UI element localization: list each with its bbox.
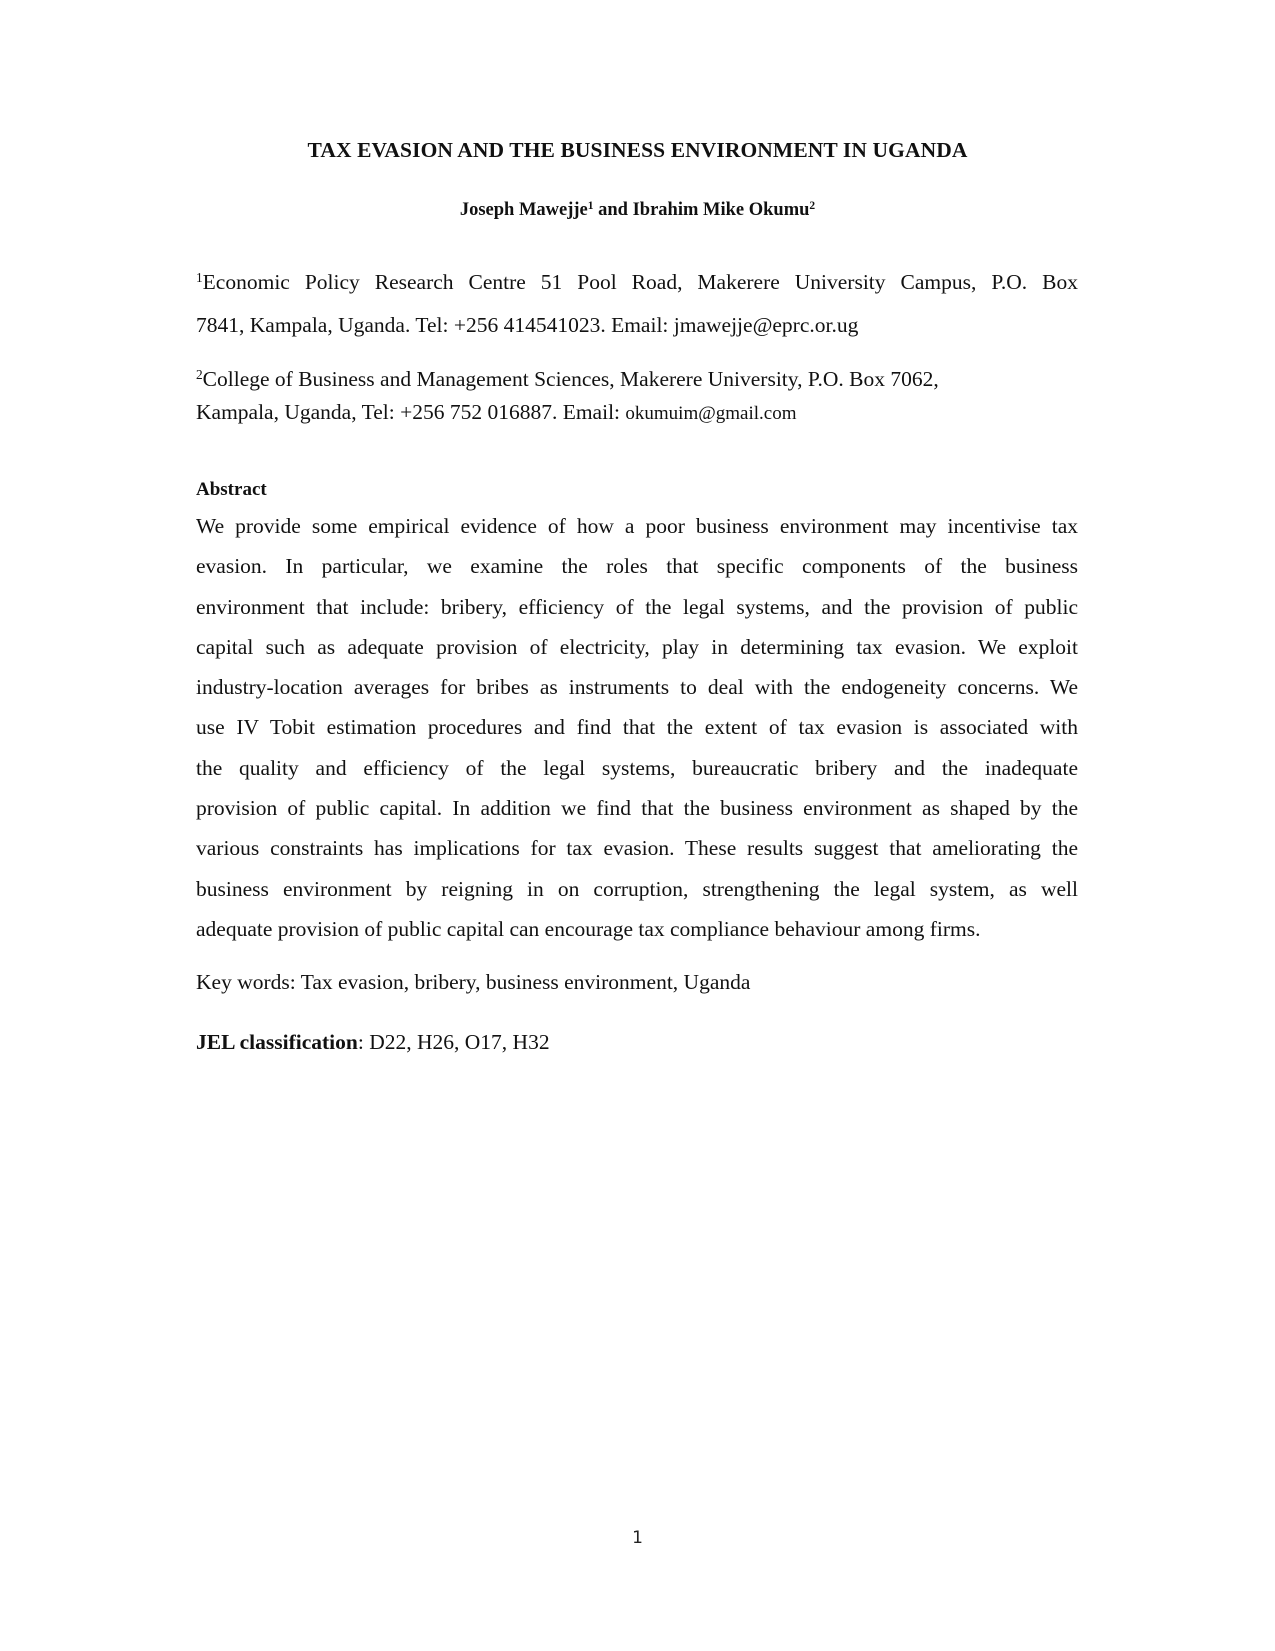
keywords-line <box>196 970 1078 995</box>
abstract-line: We provide some empirical evidence of how a poor business environment may incentivise tax <box>196 514 1078 538</box>
abstract-line: industry-location averages for bribes as instruments to deal with the endogeneity concerns. We <box>196 675 1078 700</box>
abstract-line: business environment by reigning in on corruption, strengthening the legal system, as well <box>196 876 1078 901</box>
email-link[interactable]: okumuim@gmail.com <box>625 403 797 424</box>
abstract-line: environment that include: bribery, efficiency of the legal systems, and the provision of public <box>196 594 1078 619</box>
affiliation-line <box>196 364 1078 397</box>
page-number: 1 <box>632 1528 643 1548</box>
author-line <box>0 200 1275 221</box>
affiliation-line: 7841, Kampala, Uganda. Tel: +256 414541023. Email: jmawejje@eprc.or.ug <box>196 313 859 337</box>
affiliation-text: Economic Policy Research Centre 51 Pool Road, Makerere University Campus, P.O. Box <box>202 270 1078 294</box>
jel-classification-line <box>196 1030 1078 1055</box>
affiliation-text: Kampala, Uganda, Tel: +256 752 016887. Email: <box>196 400 626 424</box>
keywords-value: Tax evasion, bribery, business environment, Uganda <box>300 970 751 994</box>
author-affiliation-marker: 1 <box>587 199 594 212</box>
affiliation-text: College of Business and Management Sciences, Makerere University, P.O. Box 7062, <box>202 367 939 391</box>
abstract-line: provision of public capital. In addition we find that the business environment as shaped by the <box>196 796 1078 821</box>
abstract-line: various constraints has implications for tax evasion. These results suggest that ameliorating the <box>196 836 1078 861</box>
paper-title: TAX EVASION AND THE BUSINESS ENVIRONMENT IN UGANDA <box>307 138 968 162</box>
affiliation-marker: 2 <box>196 366 203 382</box>
keywords-label: Key words: <box>196 970 301 994</box>
abstract-heading: Abstract <box>196 479 267 500</box>
author-joiner: and <box>593 200 633 220</box>
affiliation-2 <box>196 364 1078 429</box>
jel-label: JEL classification <box>196 1030 358 1054</box>
author-affiliation-marker: 2 <box>809 199 816 212</box>
affiliation-line <box>196 262 1078 305</box>
author-name: Ibrahim Mike Okumu <box>632 200 810 220</box>
abstract-line: capital such as adequate provision of electricity, play in determining tax evasion. We exploit <box>196 634 1078 659</box>
abstract-body <box>196 506 1078 949</box>
abstract-line: use IV Tobit estimation procedures and find that the extent of tax evasion is associated with <box>196 715 1078 740</box>
affiliation-marker: 1 <box>196 269 203 285</box>
affiliation-line <box>196 397 1078 429</box>
affiliation-1 <box>196 262 1078 345</box>
jel-codes: : D22, H26, O17, H32 <box>357 1030 550 1054</box>
abstract-line: evasion. In particular, we examine the roles that specific components of the business <box>196 554 1078 579</box>
author-name: Joseph Mawejje <box>459 200 588 220</box>
abstract-line: the quality and efficiency of the legal systems, bureaucratic bribery and the inadequate <box>196 755 1078 780</box>
abstract-line: adequate provision of public capital can encourage tax compliance behaviour among firms. <box>196 916 981 941</box>
